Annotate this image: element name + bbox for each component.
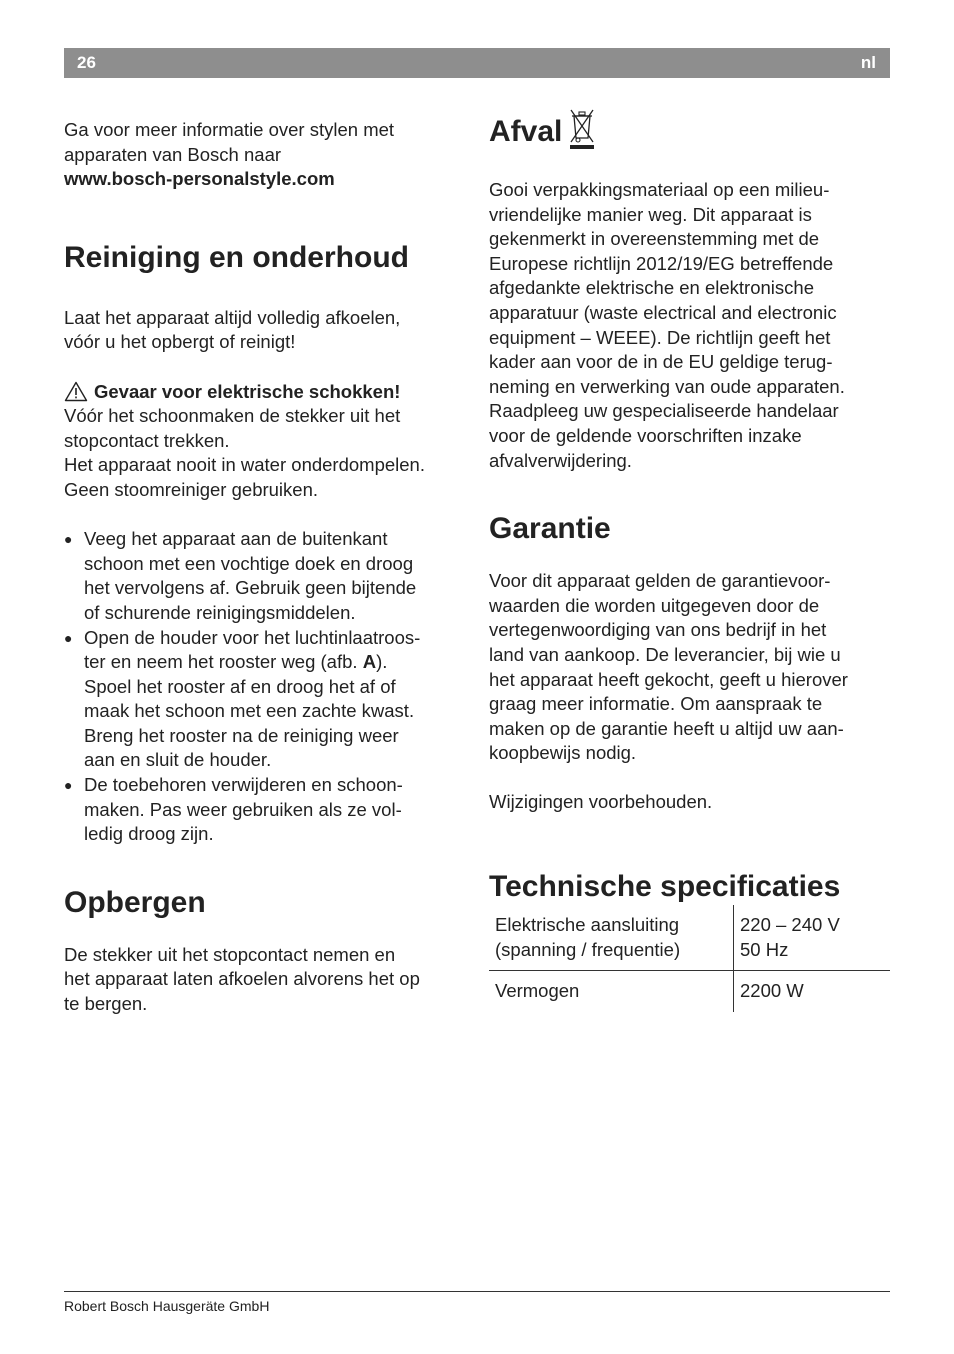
spec-value: 220 – 240 V 50 Hz [734,905,891,971]
crossed-out-wheelie-bin-icon [568,104,596,150]
waste-paragraph: Gooi verpakkingsmateriaal op een milieu- vriendelijke manier weg. Dit apparaat is gekenmerkt in overeenstemming met de Europese richtlijn 2012/19/EG betreffende afgedankte elektrische en elektronische apparatuur (waste electrical and electronic equipment – WEEE). De richtlijn geeft het kader aan voor de in de EU geldige terug- neming en verwerking van oude apparaten. Raadpleeg uw gespecialiseerde handelaar voor de geldende voorschriften inzake afvalverwijdering. [489,179,845,471]
footer-divider [64,1291,890,1292]
warning-title: Gevaar voor elektrische schokken! [94,380,401,402]
cleaning-heading: Reiniging en onderhoud [64,240,409,274]
page-number: 26 [77,53,96,72]
spec-value: 2200 W [740,980,804,1002]
cleaning-steps-list [64,527,466,847]
list-item: ● Veeg het apparaat aan de buitenkant schoon met een vochtige doek en droog het vervolgens af. Gebruik geen bijtende of schurende reinigingsmiddelen. [64,527,466,625]
list-item: ● De toebehoren verwijderen en schoon- maken. Pas weer gebruiken als ze vol- ledig droog zijn. [64,773,466,847]
table-row [489,971,890,1012]
list-item: ● Open de houder voor het luchtinlaatroos- ter en neem het rooster weg (afb. A). Spoel het rooster af en droog het af of maak het schoon met een zachte kwast. Breng het rooster na de reiniging weer aan en sluit de houder. [64,626,466,774]
cool-down-paragraph: Laat het apparaat altijd volledig afkoelen, vóór u het opbergt of reinigt! [64,306,401,353]
table-row [489,905,890,971]
storage-heading: Opbergen [64,885,206,919]
footer-company: Robert Bosch Hausgeräte GmbH [64,1298,270,1314]
left-column [64,118,466,1017]
intro-paragraph: Ga voor meer informatie over stylen met apparaten van Bosch naar www.bosch-personalstyle.com [64,119,395,190]
warranty-heading: Garantie [489,512,611,546]
spec-key: Vermogen [489,971,734,1012]
changes-note: Wijzigingen voorbehouden. [489,791,713,813]
specs-heading: Technische specificaties [489,870,841,904]
warning-triangle-icon [64,381,88,402]
bosch-url-link[interactable]: www.bosch-personalstyle.com [64,168,335,190]
right-column [489,104,890,1012]
warranty-paragraph: Voor dit apparaat gelden de garantievoor- waarden die worden uitgegeven door de vertegenwoordiging van ons bedrijf in het land van aankoop. De leverancier, bij wie u het apparaat heeft gekocht, geeft u hierover graag meer informatie. Om aanspraak te maken op de garantie heeft u altijd uw aan- koopbewijs nodig. [489,570,848,764]
storage-paragraph: De stekker uit het stopcontact nemen en het apparaat laten afkoelen alvorens het op te bergen. [64,943,420,1015]
spec-key: Elektrische aansluiting (spanning / frequentie) [489,905,734,971]
specs-table [489,905,890,1012]
language-code: nl [860,53,876,72]
figure-ref-a: A [362,651,377,673]
waste-heading: Afval [489,115,563,148]
warning-paragraph: Gevaar voor elektrische schokken! Vóór het schoonmaken de stekker uit het stopcontact trekken. Het apparaat nooit in water onderdompelen. Geen stoomreiniger gebruiken. [64,380,425,500]
page-header-bar [64,48,890,78]
